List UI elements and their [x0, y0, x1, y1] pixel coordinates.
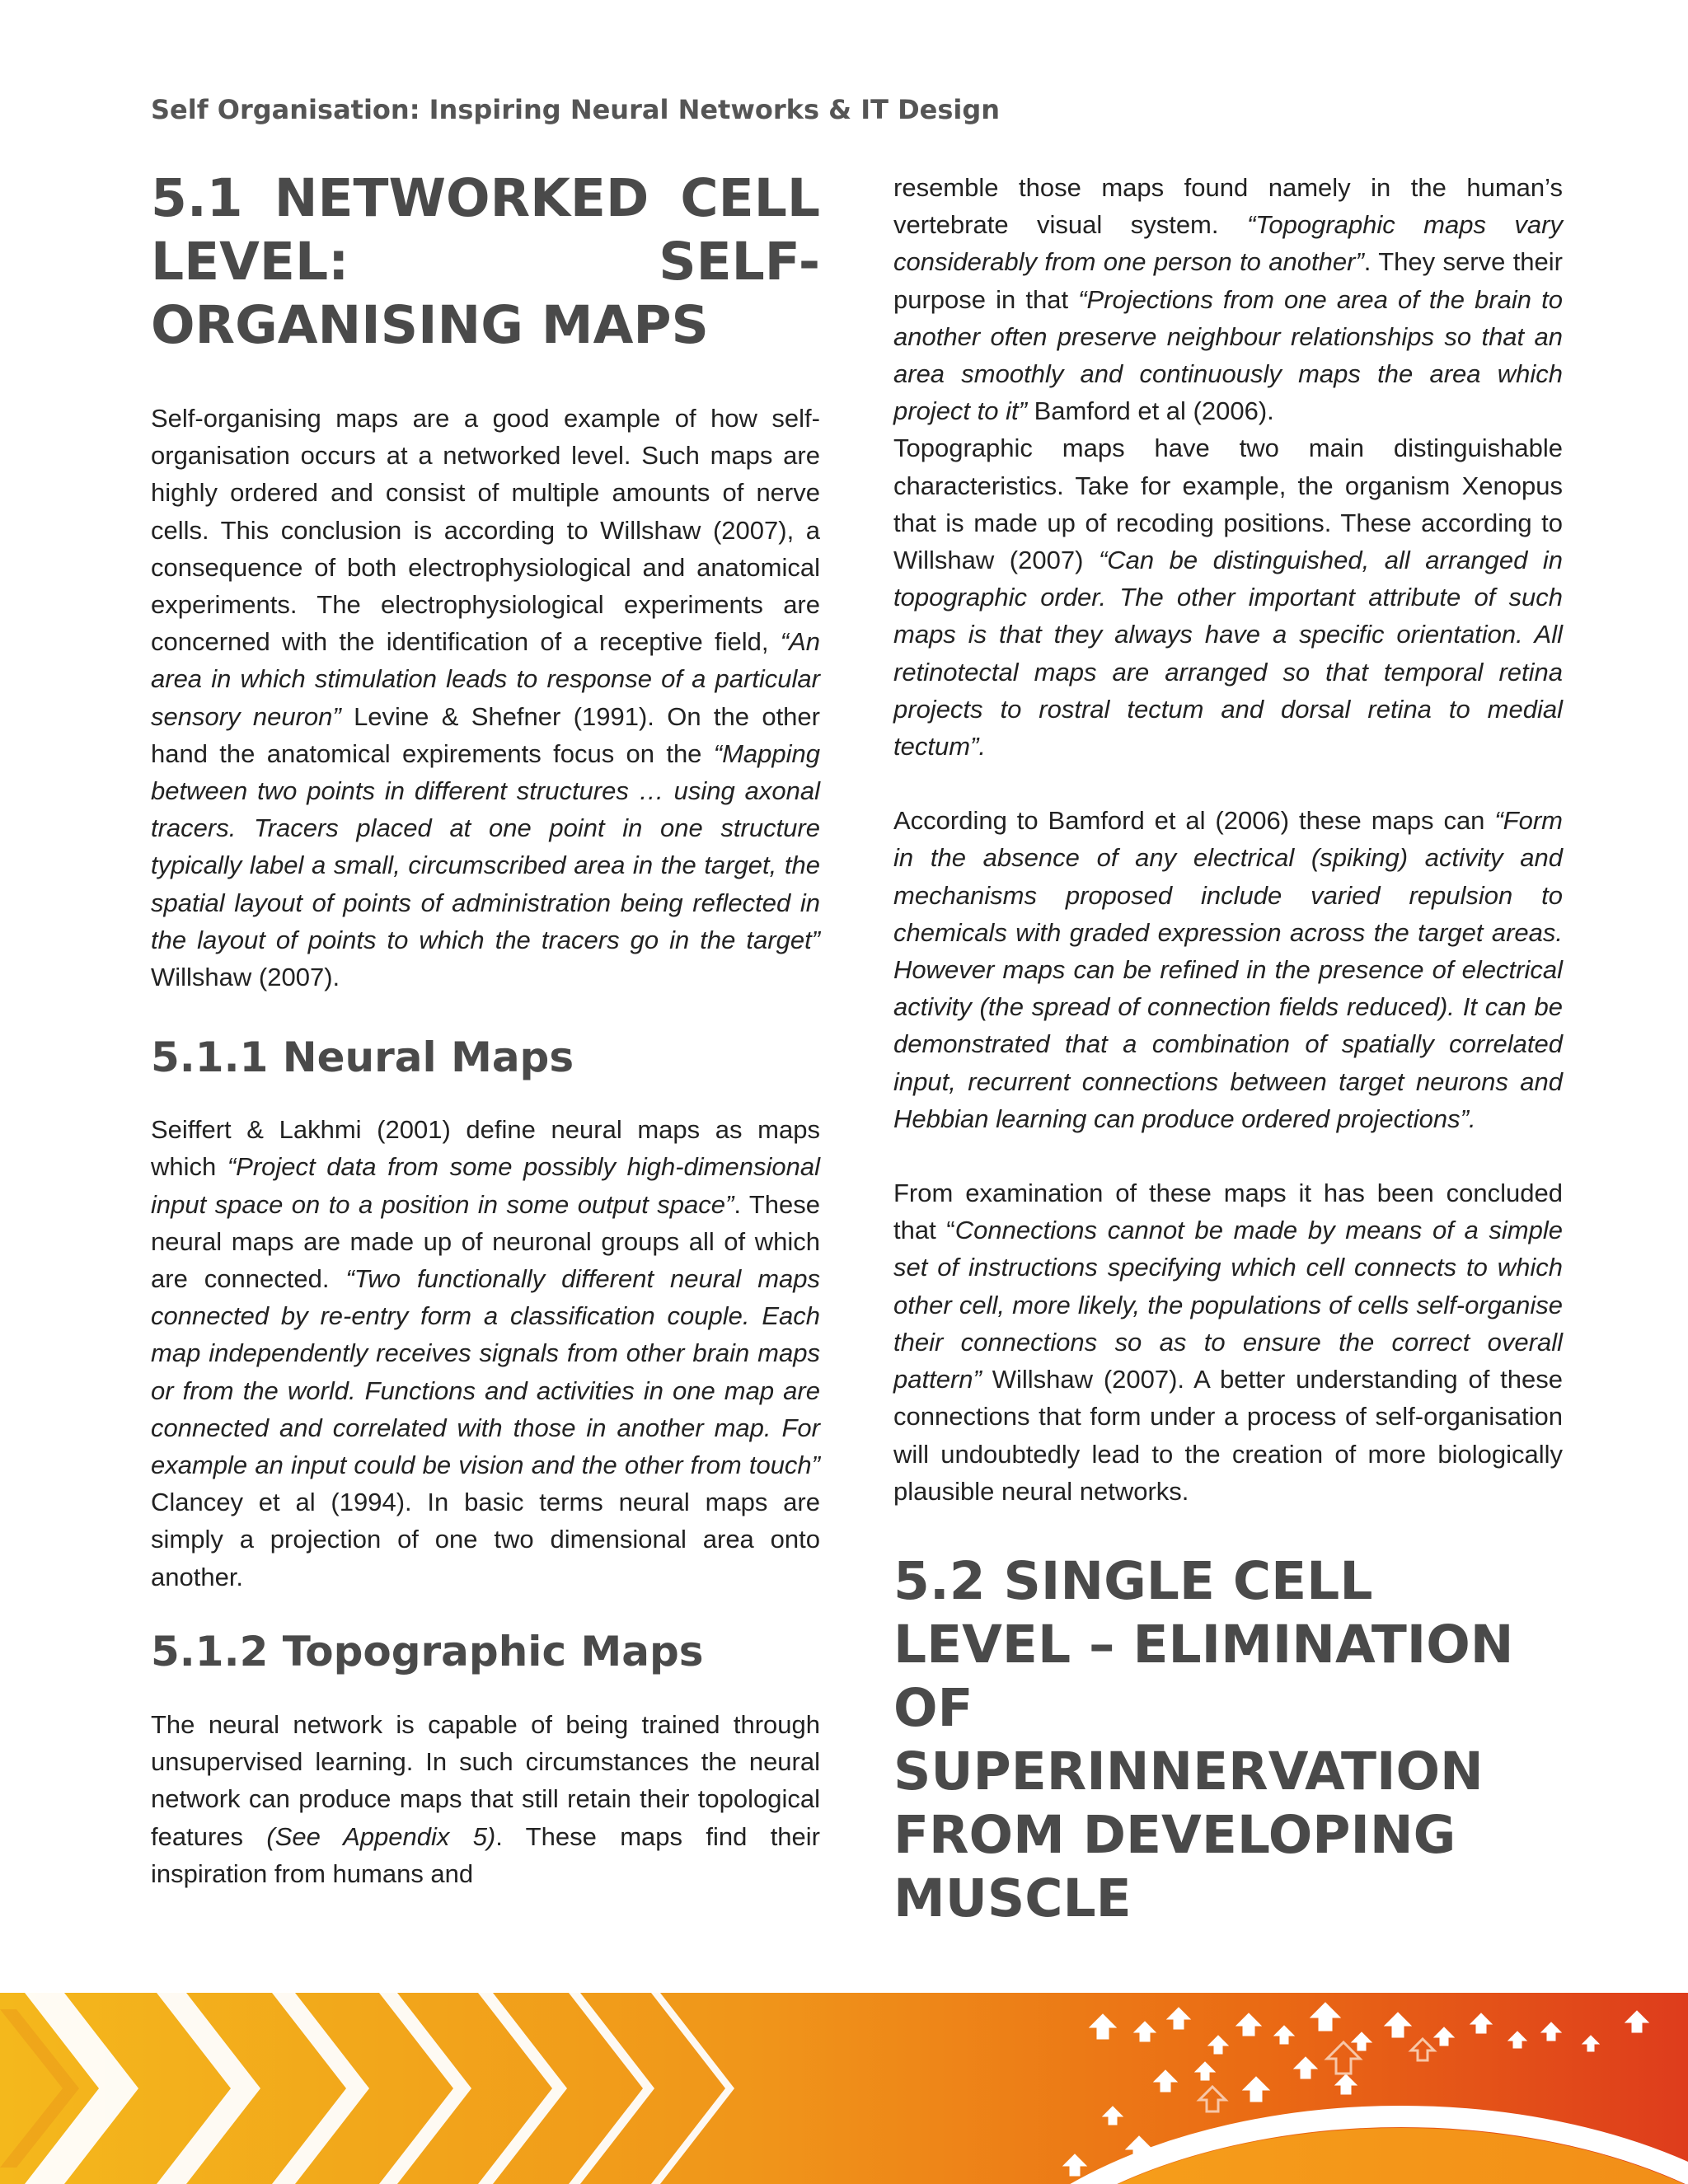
- section-heading-5-2: 5.2 SINGLE CELL LEVEL – ELIMINATION OF SUPERINNERVATION FROM DEVELOPING MUSCLE: [893, 1550, 1514, 1929]
- footer-decorative-band: [0, 1993, 1688, 2184]
- section-heading-5-1: 5.1 NETWORKED CELL LEVEL: SELF-ORGANISING MAPS: [151, 168, 820, 355]
- subsection-heading-topographic-maps: 5.1.2 Topographic Maps: [151, 1627, 704, 1675]
- paragraph-bamford: According to Bamford et al (2006) these maps can “Form in the absence of any electrical (spiking) activity and mechanisms proposed include varied repulsion to chemicals with graded expression across the target areas. However maps can be refined in the presence of electrical activity (the spread of connection fields reduced). It can be demonstrated that a combination of spatially correlated input, recurrent connections between target neurons and Hebbian learning can produce ordered projections”.: [893, 806, 1563, 1133]
- right-column: [893, 169, 1563, 1930]
- footer-graphic: [0, 1993, 1688, 2184]
- paragraph-topographic-maps: The neural network is capable of being trained through unsupervised learning. In such circumstances the neural network can produce maps that still retain their topological features (See Appendix 5). These maps find their inspiration from humans and: [151, 1709, 821, 1888]
- left-column: [151, 166, 820, 1892]
- running-header: Self Organisation: Inspiring Neural Networks & IT Design: [151, 94, 1001, 125]
- paragraph-self-organising-maps: Self-organising maps are a good example of how self-organisation occurs at a networked level. Such maps are highly ordered and consist of multiple amounts of nerve cells. This conclusion is according to Willshaw (2007), a consequence of both electrophysiological and anatomical experiments. The electrophysiological experiments are concerned with the identification of a receptive field, “An area in which stimulation leads to response of a particular sensory neuron” Levine & Shefner (1991). On the other hand the anatomical expirements focus on the “Mapping between two points in different structures … using axonal tracers. Tracers placed at one point in one structure typically label a small, circumscribed area in the target, the spatial layout of points of administration being reflected in the layout of points to which the tracers go in the target” Willshaw (2007).: [151, 404, 820, 992]
- paragraph-characteristics: Topographic maps have two main distinguishable characteristics. Take for example, the organism Xenopus that is made up of recoding positions. These according to Willshaw (2007) “Can be distinguished, all arranged in topographic order. The other important attribute of such maps is that they always have a specific orientation. All retinotectal maps are arranged so that temporal retina projects to rostral tectum and dorsal retina to medial tectum”.: [893, 434, 1564, 762]
- paragraph-examination: From examination of these maps it has been concluded that “Connections cannot be made by means of a simple set of instructions specifying which cell connects to which other cell, more likely, the populations of cells self-organise their connections so as to ensure the correct overall pattern” Willshaw (2007). A better understanding of these connections that form under a process of self-organisation will undoubtedly lead to the creation of more biologically plausible neural networks.: [893, 1179, 1564, 1506]
- subsection-heading-neural-maps: 5.1.1 Neural Maps: [151, 1033, 574, 1082]
- paragraph-topographic-continued: resemble those maps found namely in the human’s vertebrate visual system. “Topographic maps vary considerably from one person to another”. They serve their purpose in that “Projections from one area of the brain to another often preserve neighbour relationships so that an area smoothly and continuously maps the area which project to it” Bamford et al (2006).: [893, 173, 1564, 426]
- paragraph-neural-maps: Seiffert & Lakhmi (2001) define neural maps as maps which “Project data from some possibly high-dimensional input space on to a position in some output space”. These neural maps are made up of neuronal groups all of which are connected. “Two functionally different neural maps connected by re-entry form a classification couple. Each map independently receives signals from other brain maps or from the world. Functions and activities in one map are connected and correlated with those in another map. For example an input could be vision and the other from touch” Clancey et al (1994). In basic terms neural maps are simply a projection of one two dimensional area onto another.: [151, 1115, 821, 1591]
